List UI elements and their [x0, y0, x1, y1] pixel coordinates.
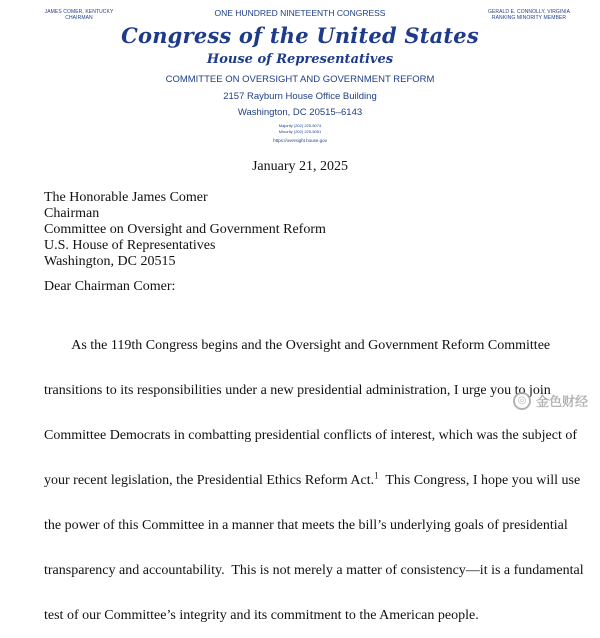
- paragraph-line: test of our Committee’s integrity and its commitment to the American people.: [44, 608, 479, 623]
- chairman-header: [24, 9, 134, 21]
- minority-phone: Minority (202) 225-5051: [278, 129, 322, 134]
- recipient-line: Committee on Oversight and Government Reform: [44, 222, 326, 237]
- website-link[interactable]: https://oversight.house.gov: [273, 138, 327, 143]
- paragraph-line: transparency and accountability. This is not merely a matter of consistency—it is a fundamental: [44, 563, 584, 578]
- paragraph-line: Committee Democrats in combatting presidential conflicts of interest, which was the subject of: [44, 428, 578, 443]
- paragraph-line-tail: This Congress, I hope you will use: [378, 473, 581, 488]
- coin-logo-icon: ◎: [513, 392, 531, 410]
- chairman-name: JAMES COMER, KENTUCKY: [44, 9, 114, 15]
- ranking-member-header: [468, 9, 590, 21]
- congress-title: Congress of the United States: [121, 23, 479, 48]
- majority-phone: Majority (202) 225-5074: [278, 123, 322, 128]
- paragraph-line-text: your recent legislation, the Presidential Ethics Reform Act.: [44, 473, 375, 488]
- footnote-marker[interactable]: 1: [374, 470, 379, 481]
- paragraph-line: transitions to its responsibilities under a new presidential administration, I urge you to join: [44, 383, 551, 398]
- paragraph-line: the power of this Committee in a manner that meets the bill’s underlying goals of presidential: [44, 518, 568, 533]
- salutation: Dear Chairman Comer:: [44, 279, 176, 294]
- chairman-title: CHAIRMAN: [65, 15, 93, 21]
- congress-number: ONE HUNDRED NINETEENTH CONGRESS: [214, 8, 386, 18]
- paragraph-line: [44, 470, 581, 488]
- ranking-member-name: GERALD E. CONNOLLY, VIRGINIA: [487, 9, 571, 15]
- paragraph-line: As the 119th Congress begins and the Oversight and Government Reform Committee: [44, 338, 551, 353]
- house-title: House of Representatives: [206, 52, 394, 67]
- recipient-line: The Honorable James Comer: [44, 190, 208, 205]
- recipient-block: [44, 190, 326, 270]
- recipient-line: Chairman: [44, 206, 100, 221]
- recipient-line: U.S. House of Representatives: [44, 238, 216, 253]
- watermark-text: 金色财经: [535, 395, 588, 410]
- office-address: 2157 Rayburn House Office Building: [223, 91, 377, 102]
- committee-name: COMMITTEE ON OVERSIGHT AND GOVERNMENT REFORM: [165, 74, 435, 85]
- watermark: [513, 391, 588, 410]
- recipient-line: Washington, DC 20515: [44, 254, 176, 269]
- letter-date: January 21, 2025: [251, 159, 349, 174]
- ranking-member-title: RANKING MINORITY MEMBER: [491, 15, 567, 21]
- phone-numbers: [250, 123, 350, 135]
- city-zip: Washington, DC 20515–6143: [237, 107, 363, 118]
